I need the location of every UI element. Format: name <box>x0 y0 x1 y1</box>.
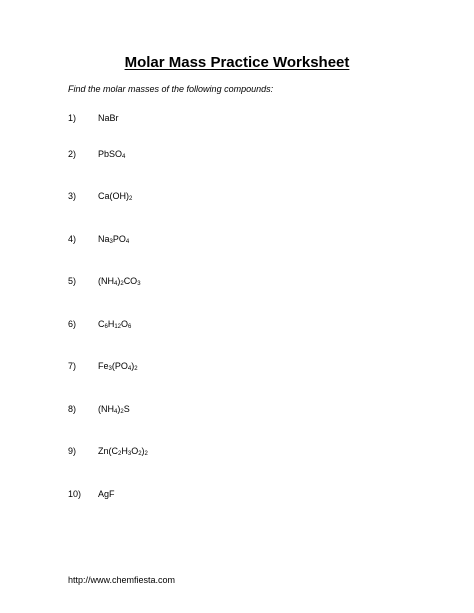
compound-formula: NaBr <box>98 113 119 123</box>
question-number: 7) <box>68 361 77 371</box>
formula-subscript: 6 <box>128 324 132 330</box>
formula-subscript: 12 <box>114 324 122 330</box>
formula-subscript: 3 <box>137 281 141 287</box>
formula-subscript: 3 <box>108 366 112 372</box>
question-number: 4) <box>68 234 77 244</box>
formula-subscript: 3 <box>109 239 113 245</box>
compound-formula: $Na_3PO_4$ <box>98 234 130 245</box>
compound-formula: $Zn(C_2H_3O_2)_2$ <box>98 446 148 457</box>
question-number: 10) <box>68 489 82 499</box>
question-number: 6) <box>68 319 77 329</box>
formula-subscript: 2 <box>138 451 142 457</box>
compound-formula: $(NH_4)_2CO_3$ <box>98 276 141 287</box>
formula-subscript: 2 <box>120 281 124 287</box>
formula-subscript: 2 <box>144 451 148 457</box>
compound-formula: $(NH_4)_2S$ <box>98 404 130 415</box>
formula-subscript: 4 <box>114 281 118 287</box>
footer-url: http://www.chemfiesta.com <box>68 575 176 585</box>
question-number: 8) <box>68 404 77 414</box>
question-number: 5) <box>68 276 77 286</box>
question-number: 2) <box>68 149 77 159</box>
compound-formula: PbSO$_4$ <box>98 149 126 160</box>
formula-subscript: 2 <box>129 196 133 202</box>
question-number: 1) <box>68 113 77 123</box>
compound-formula: $C_6H_{12}O_6$ <box>98 319 132 330</box>
formula-subscript: 2 <box>134 366 138 372</box>
formula-subscript: 3 <box>127 451 132 457</box>
compound-formula: $Fe_3(PO_4)_2$ <box>98 361 138 372</box>
formula-subscript: 6 <box>104 324 108 330</box>
instructions-text: Find the molar masses of the following compounds: <box>68 84 274 94</box>
formula-subscript: 4 <box>125 239 130 245</box>
question-number: 3) <box>68 191 77 201</box>
formula-subscript: 4 <box>127 366 132 372</box>
formula-subscript: 2 <box>120 409 124 415</box>
formula-subscript: 4 <box>122 154 126 160</box>
formula-subscript: 4 <box>114 409 118 415</box>
formula-subscript: 2 <box>118 451 122 457</box>
compound-formula: AgF <box>98 489 115 499</box>
compound-formula: $Ca(OH)_2$ <box>98 191 133 202</box>
page-title: Molar Mass Practice Worksheet <box>124 54 350 71</box>
question-number: 9) <box>68 446 77 456</box>
